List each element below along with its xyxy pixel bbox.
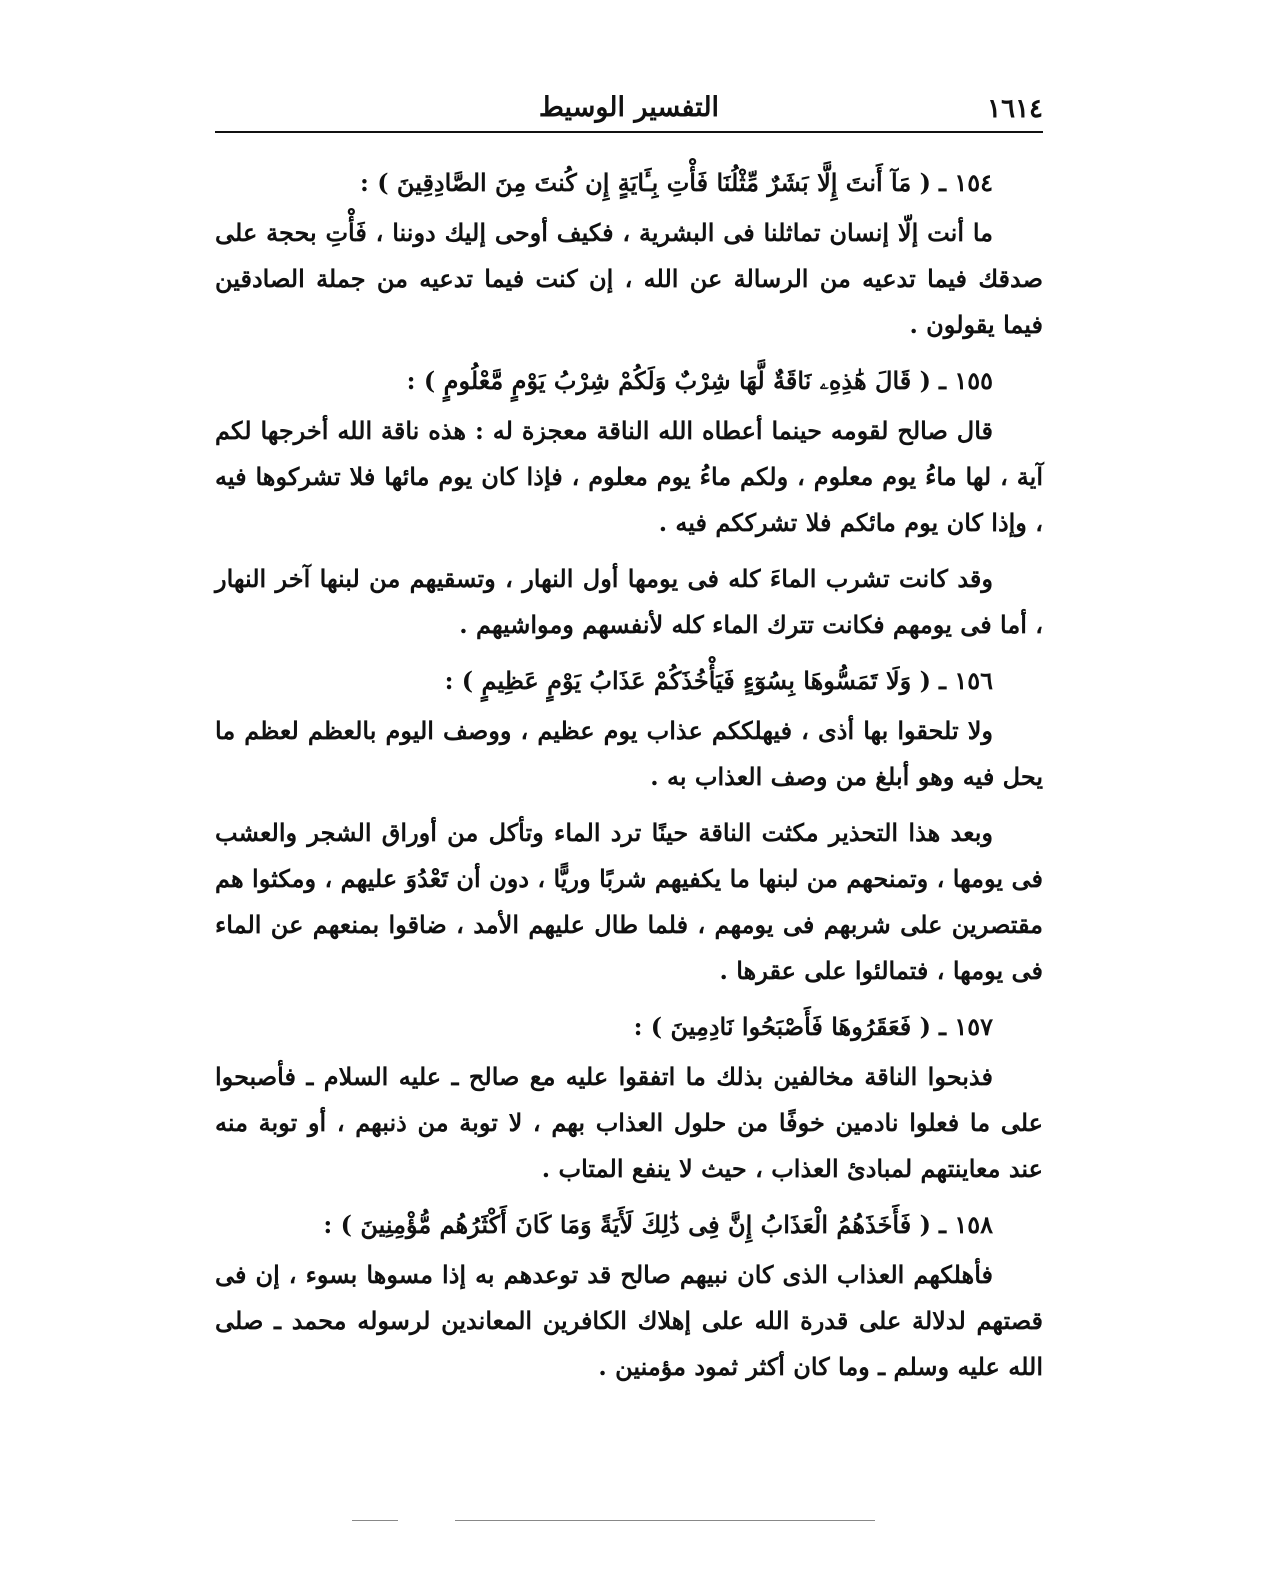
verse-text: ( وَلَا تَمَسُّوهَا بِسُوٓءٍ فَيَأْخُذَكُمْ عَذَابُ يَوْمٍ عَظِيمٍ ) : [444,666,931,695]
body-text [215,160,1043,1400]
paragraph: ولا تلحقوا بها أذى ، فيهلككم عذاب يوم عظيم ، ووصف اليوم بالعظم لعظم ما يحل فيه وهو أبلغ من وصف العذاب به . [215,716,1043,791]
footer-rule [352,1520,398,1521]
verse-heading [215,1202,1043,1248]
paragraph: فذبحوا الناقة مخالفين بذلك ما اتفقوا عليه مع صالح ـ عليه السلام ـ فأصبحوا على ما فعلوا نادمين خوفًا من حلول العذاب بهم ، لا توبة من ذنبهم ، أو توبة منه عند معاينتهم لمبادئ العذاب ، حيث لا ينفع المتاب . [215,1062,1043,1183]
verse-heading [215,658,1043,704]
verse-heading [215,1004,1043,1050]
verse-text: ( مَآ أَنتَ إِلَّا بَشَرٌ مِّثْلُنَا فَأْتِ بِـَٔايَةٍ إِن كُنتَ مِنَ الصَّادِقِينَ ) : [360,168,931,197]
page-header [215,88,1043,128]
verse-number: ١٥٨ ـ [938,1210,993,1239]
verse-heading [215,358,1043,404]
page-number: ١٦١٤ [987,94,1043,124]
header-rule [215,131,1043,133]
verse-number: ١٥٦ ـ [938,666,993,695]
verse-text: ( قَالَ هَٰذِهِۦ نَاقَةٌ لَّهَا شِرْبٌ وَلَكُمْ شِرْبُ يَوْمٍ مَّعْلُومٍ ) : [406,366,931,395]
verse-text: ( فَأَخَذَهُمُ الْعَذَابُ إِنَّ فِى ذَٰلِكَ لَأَيَةً وَمَا كَانَ أَكْثَرُهُم مُّؤْمِنِينَ ) : [323,1210,931,1239]
paragraph: وبعد هذا التحذير مكثت الناقة حينًا ترد الماء وتأكل من أوراق الشجر والعشب فى يومها ، وتمنحهم من لبنها ما يكفيهم شربًا وريًّا ، دون أن تَعْدُوَ عليهم ، ومكثوا هم مقتصرين على شربهم فى يومهم ، فلما طال عليهم الأمد ، ضاقوا بمنعهم عن الماء فى يومها ، فتمالئوا على عقرها . [215,818,1043,985]
verse-number: ١٥٧ ـ [938,1012,993,1041]
running-title: التفسير الوسيط [538,92,720,123]
footer-rule [455,1520,875,1521]
paragraph: فأهلكهم العذاب الذى كان نبيهم صالح قد توعدهم به إذا مسوها بسوء ، إن فى قصتهم لدلالة على قدرة الله على إهلاك الكافرين المعاندين لرسوله محمد ـ صلى الله عليه وسلم ـ وما كان أكثر ثمود مؤمنين . [215,1260,1043,1381]
paragraph: وقد كانت تشرب الماءَ كله فى يومها أول النهار ، وتسقيهم من لبنها آخر النهار ، أما فى يومهم فكانت تترك الماء كله لأنفسهم ومواشيهم . [215,564,1043,639]
verse-number: ١٥٤ ـ [938,168,993,197]
verse-text: ( فَعَقَرُوهَا فَأَصْبَحُوا نَادِمِينَ ) : [633,1012,931,1041]
verse-heading [215,160,1043,206]
paragraph: ما أنت إلّا إنسان تماثلنا فى البشرية ، فكيف أوحى إليك دوننا ، فَأْتِ بحجة على صدقك فيما تدعيه من الرسالة عن الله ، إن كنت فيما تدعيه من جملة الصادقين فيما يقولون . [215,218,1043,339]
verse-number: ١٥٥ ـ [938,366,993,395]
paragraph: قال صالح لقومه حينما أعطاه الله الناقة معجزة له : هذه ناقة الله أخرجها لكم آية ، لها ماءُ يوم معلوم ، ولكم ماءُ يوم معلوم ، فإذا كان يوم مائها فلا تشركوها فيه ، وإذا كان يوم مائكم فلا تشرككم فيه . [215,416,1043,537]
